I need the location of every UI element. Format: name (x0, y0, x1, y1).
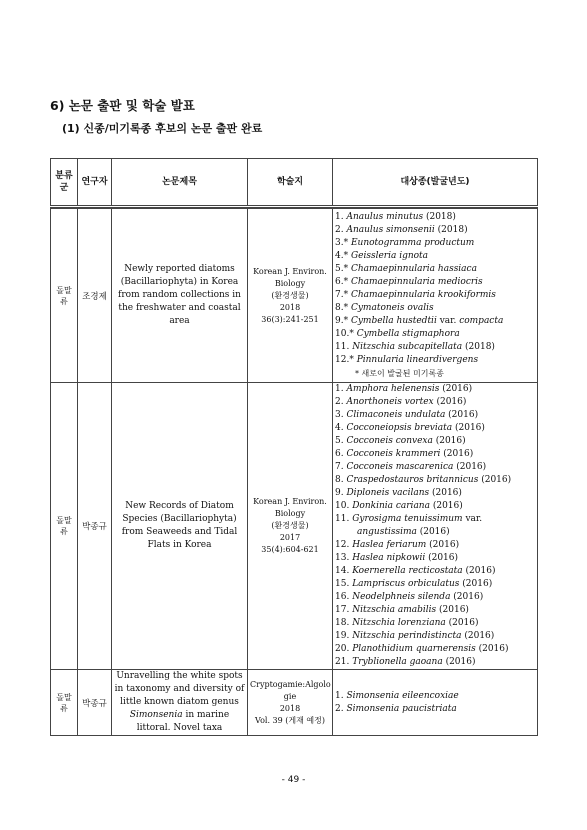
species-item: 5.* Chamaepinnularia hassiaca (335, 264, 477, 274)
table-row (51, 383, 538, 670)
cell-title: Unravelling the white spots in taxonomy and diversity of little known diatom genus Simonsenia in marine littoral. Novel taxa (112, 670, 248, 736)
cell-group: 돌말류 (51, 670, 78, 736)
cell-species (333, 209, 538, 383)
header-group: 분류군 (51, 159, 78, 207)
species-item-continuation: angustissima (2016) (357, 527, 450, 537)
cell-group: 돌말류 (51, 209, 78, 383)
species-item: 17. Nitzschia amabilis (2016) (335, 605, 469, 615)
species-note: * 새로이 발굴된 미기록종 (355, 369, 444, 378)
journal-line: Biology (274, 278, 306, 288)
species-name: Chamaepinnularia mediocris (350, 277, 483, 287)
species-name: Donkinia cariana (352, 501, 430, 511)
species-item: 13. Haslea nipkowii (2016) (335, 553, 459, 563)
species-name: Anorthoneis vortex (346, 397, 434, 407)
title-genus: Simonsenia (129, 710, 183, 720)
species-item: 19. Nitzschia perindistincta (2016) (335, 631, 495, 641)
journal-line: Cryptogamie:Algolo (250, 679, 331, 689)
species-name: Diploneis vacilans (346, 488, 430, 498)
journal-line: 35(4):604-621 (261, 545, 319, 554)
publications-table (50, 158, 538, 736)
species-item: 10. Donkinia cariana (2016) (335, 501, 463, 511)
species-name: Amphora helenensis (346, 384, 440, 394)
species-item: 6. Cocconeis krammeri (2016) (335, 449, 474, 459)
species-item: 18. Nitzschia lorenziana (2016) (335, 618, 479, 628)
journal-line: 2018 (279, 703, 301, 713)
species-item: 10.* Cymbella stigmaphora (335, 329, 460, 339)
cell-title: Newly reported diatoms (Bacillariophyta) in Korea from random collections in the freshwater and coastal area (112, 209, 248, 383)
species-name: Anaulus simonsenii (346, 225, 435, 235)
species-item: 5. Cocconeis convexa (2016) (335, 436, 466, 446)
species-name: Pinnularia lineardivergens (356, 355, 479, 365)
cell-author: 박종규 (78, 670, 112, 736)
species-name-variety: angustissima (357, 527, 417, 537)
cell-author: 조경제 (78, 209, 112, 383)
species-name: Cymbella stigmaphora (356, 329, 460, 339)
species-item: 8.* Cymatoneis ovalis (335, 303, 434, 313)
species-item: 12. Haslea feriarum (2016) (335, 540, 460, 550)
species-name: Craspedostauros britannicus (346, 475, 479, 485)
species-name: Cymbella hustedtii (350, 316, 437, 326)
header-journal: 학술지 (248, 159, 333, 207)
species-item: 8. Craspedostauros britannicus (2016) (335, 475, 512, 485)
species-item: 11. Nitzschia subcapitellata (2018) (335, 342, 495, 352)
species-item: 4.* Geissleria ignota (335, 251, 429, 261)
species-name-variety: compacta (459, 316, 504, 326)
species-name: Cocconeis convexa (346, 436, 433, 446)
section-heading: 6) 논문 출판 및 학술 발표 (50, 98, 195, 113)
species-name: Climaconeis undulata (346, 410, 446, 420)
species-item: 9. Diploneis vacilans (2016) (335, 488, 462, 498)
journal-line: Korean J. Environ. (253, 266, 327, 276)
species-item: 4. Cocconeiopsis breviata (2016) (335, 423, 485, 433)
species-name: Cymatoneis ovalis (350, 303, 434, 313)
species-name: Haslea feriarum (352, 540, 427, 550)
journal-line: (환경생물) (271, 521, 309, 530)
species-name: Nitzschia amabilis (352, 605, 437, 615)
cell-species (333, 383, 538, 670)
species-item: 3. Climaconeis undulata (2016) (335, 410, 479, 420)
header-author: 연구자 (78, 159, 112, 207)
cell-journal (248, 383, 333, 670)
journal-line: Vol. 39 (게재 예정) (255, 715, 325, 725)
species-item: 2. Anaulus simonsenii (2018) (335, 225, 468, 235)
species-item: 15. Lampriscus orbiculatus (2016) (335, 579, 493, 589)
species-item: 9.* Cymbella hustedtii var. compacta (335, 316, 504, 326)
species-name: Geissleria ignota (350, 251, 429, 261)
species-name: Gyrosigma tenuissimum (352, 514, 463, 524)
species-name: Neodelphneis silenda (352, 592, 451, 602)
cell-species (333, 670, 538, 736)
species-name: Tryblionella gaoana (352, 657, 443, 667)
species-item: 1. Simonsenia eileencoxiae (335, 690, 459, 701)
journal-line: 36(3):241-251 (261, 314, 319, 324)
table-row (51, 209, 538, 383)
species-name: Lampriscus orbiculatus (352, 579, 460, 589)
header-title: 논문제목 (112, 159, 248, 207)
cell-journal (248, 670, 333, 736)
species-item: 6.* Chamaepinnularia mediocris (335, 277, 483, 287)
species-item: 21. Tryblionella gaoana (2016) (335, 657, 476, 667)
species-item: 1. Amphora helenensis (2016) (335, 384, 473, 394)
species-name: Planothidium quarnerensis (352, 644, 476, 654)
species-name: Haslea nipkowii (352, 553, 426, 563)
species-item: 3.* Eunotogramma productum (335, 238, 475, 248)
species-name: Chamaepinnularia hassiaca (350, 264, 477, 274)
species-name: Nitzschia subcapitellata (352, 342, 463, 352)
species-item: 20. Planothidium quarnerensis (2016) (335, 644, 509, 654)
species-name: Nitzschia perindistincta (352, 631, 462, 641)
species-name: Koernerella recticostata (352, 566, 463, 576)
cell-group: 돌말류 (51, 383, 78, 670)
species-name: Simonsenia eileencoxiae (346, 690, 459, 701)
species-item: 2. Anorthoneis vortex (2016) (335, 397, 467, 407)
table-header-row (51, 159, 538, 207)
species-name: Cocconeis krammeri (346, 449, 441, 459)
page-number: - 49 - (281, 775, 306, 785)
species-name: Chamaepinnularia krookiformis (350, 290, 496, 300)
species-name: Eunotogramma productum (350, 238, 475, 248)
journal-line: 2017 (279, 533, 301, 542)
species-name: Simonsenia paucistriata (346, 703, 457, 714)
species-item: 11. Gyrosigma tenuissimum var. (335, 514, 483, 524)
species-item: 12.* Pinnularia lineardivergens (335, 355, 479, 365)
journal-line: (환경생물) (271, 290, 309, 300)
table-row (51, 670, 538, 736)
subsection-heading: (1) 신종/미기록종 후보의 논문 출판 완료 (62, 122, 263, 135)
species-item: 7.* Chamaepinnularia krookiformis (335, 290, 496, 300)
species-item: 1. Anaulus minutus (2018) (335, 212, 456, 222)
species-name: Cocconeis mascarenica (346, 462, 454, 472)
species-item: 2. Simonsenia paucistriata (335, 703, 457, 714)
cell-title: New Records of Diatom Species (Bacillariophyta) from Seaweeds and Tidal Flats in Korea (112, 383, 248, 670)
journal-line: gie (283, 691, 297, 701)
species-item: 16. Neodelphneis silenda (2016) (335, 592, 484, 602)
journal-line: Korean J. Environ. (253, 497, 327, 506)
species-name: Cocconeiopsis breviata (346, 423, 453, 433)
header-species: 대상종(발굴년도) (333, 159, 538, 207)
species-item: 7. Cocconeis mascarenica (2016) (335, 462, 487, 472)
cell-journal (248, 209, 333, 383)
species-item: 14. Koernerella recticostata (2016) (335, 566, 496, 576)
species-name: Anaulus minutus (346, 212, 424, 222)
cell-author: 박종규 (78, 383, 112, 670)
journal-line: Biology (274, 509, 306, 518)
journal-line: 2018 (279, 302, 301, 312)
species-name: Nitzschia lorenziana (352, 618, 446, 628)
